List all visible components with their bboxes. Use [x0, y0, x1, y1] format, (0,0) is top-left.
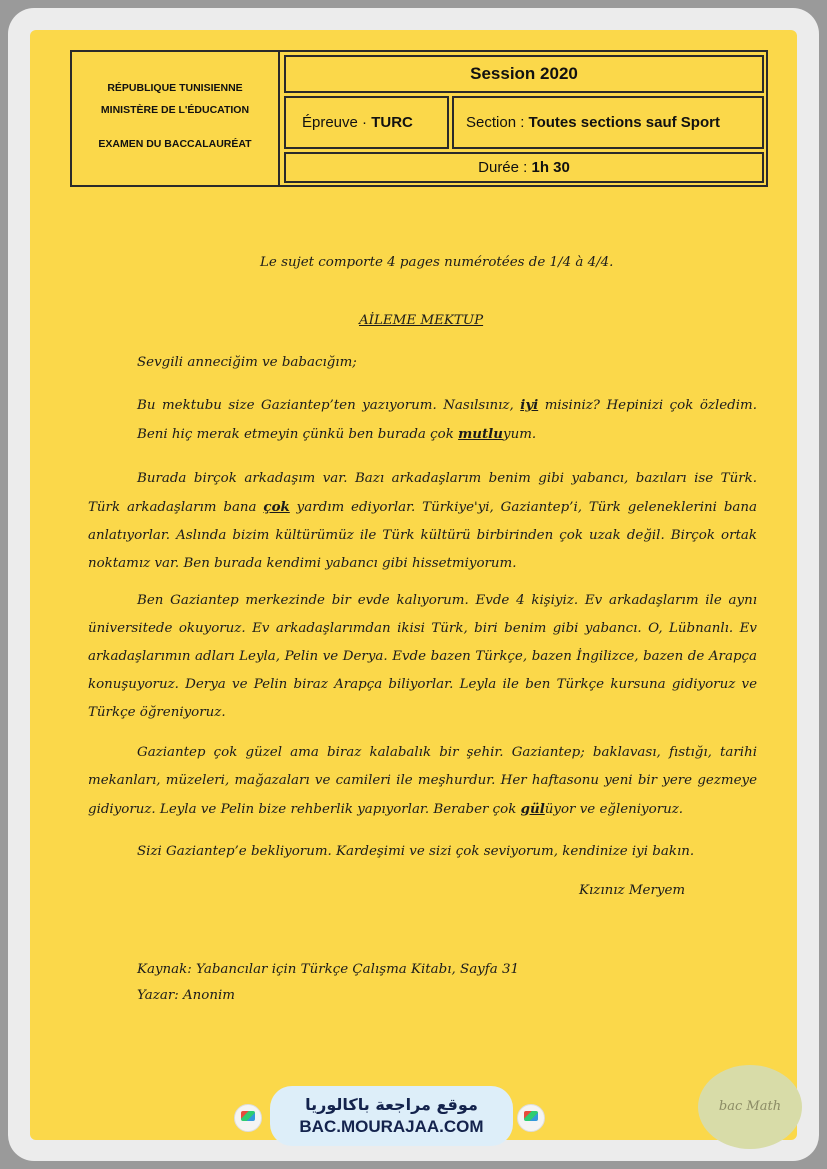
site-logo-icon — [234, 1104, 262, 1132]
signature: Kızınız Meryem — [579, 883, 686, 898]
paragraph-3: Ben Gaziantep merkezinde bir evde kalıyorum. Evde 4 kişiyiz. Ev arkadaşlarım ile aynı üniversitede okuyoruz. Ev arkadaşlarımdan ikisi Türk, biri benim gibi yabancı. O, Lübnanlı. Ev arkadaşlarımın adları Leyla, Pelin ve Derya. Evde bazen Türkçe, bazen İngilizce, bazen de Arapça konuşuyoruz. Derya ve Pelin biraz Arapça biliyorlar. Leyla ile ben Türkçe kursuna gidiyoruz ve Türkçe öğreniyoruz. — [88, 593, 757, 720]
greeting: Sevgili anneciğim ve babacığım; — [137, 355, 357, 370]
paragraph-2 — [88, 465, 757, 578]
epreuve-value: TURC — [371, 114, 413, 131]
page-count-note: Le sujet comporte 4 pages numérotées de 1/4 à 4/4. — [260, 255, 614, 270]
examen-label: EXAMEN DU BACCALAURÉAT — [98, 138, 252, 150]
p4-word-gul: gül — [520, 801, 545, 817]
p4-text-a: Gaziantep çok güzel ama biraz kalabalık bir şehir. Gaziantep; baklavası, fıstığı, tarihi mekanları, müzeleri, mağazaları ve camileri ile meşhurdur. Her haftasonu yeni bir yere gezmeye gidiyoruz. Leyla ve Pelin bize rehberlik yapıyorlar. Beraber çok — [88, 745, 757, 817]
bac-math-badge: bac Math — [698, 1065, 802, 1149]
source-line: Kaynak: Yabancılar için Türkçe Çalışma Kitabı, Sayfa 31 — [137, 962, 519, 977]
paragraph-5: Sizi Gaziantep’e bekliyorum. Kardeşimi ve sizi çok seviyorum, kendinize iyi bakın. — [137, 844, 695, 859]
site-banner[interactable] — [270, 1086, 513, 1146]
ministere-label: MINISTÈRE DE L'ÉDUCATION — [100, 104, 250, 116]
p2-word-cok: çok — [263, 499, 290, 515]
site-url[interactable]: BAC.MOURAJAA.COM — [299, 1117, 484, 1136]
section-label: Section : — [466, 114, 529, 131]
session-title: Session 2020 — [284, 55, 764, 93]
epreuve-label: Épreuve · — [302, 114, 372, 131]
section-cell — [452, 96, 764, 149]
site-arabic-name: موقع مراجعة باكالوريا — [305, 1095, 478, 1114]
paragraph-1 — [137, 391, 757, 449]
p1-text-b: misiniz? Hepinizi çok özledim. Beni hiç merak etmeyin çünkü ben burada çok — [137, 398, 757, 442]
section-value: Toutes sections sauf Sport — [528, 114, 720, 131]
epreuve-cell — [284, 96, 449, 149]
duree-cell — [284, 152, 764, 183]
p4-text-b: üyor ve eğleniyoruz. — [544, 802, 684, 817]
site-logo-icon-right — [517, 1104, 545, 1132]
p2-text-b: yardım ediyorlar. Türkiye'yi, Gaziantep’i, Türk geleneklerini bana anlatıyorlar. Aslında bizim kültürümüz ile Türk kültürü birbirinden çok uzak değil. Birçok ortak noktamız var. Ben burada kendimi yabancı gibi hissetmiyorum. — [88, 500, 757, 571]
duree-label: Durée : — [478, 159, 532, 176]
paragraph-4 — [88, 739, 757, 824]
exam-header — [70, 50, 768, 187]
p1-text-a: Bu mektubu size Gaziantep’ten yazıyorum. Nasılsınız, — [137, 398, 521, 413]
author-line: Yazar: Anonim — [137, 988, 235, 1003]
p1-text-c: yum. — [503, 427, 537, 442]
institution-block — [72, 52, 280, 185]
duree-value: 1h 30 — [531, 159, 570, 176]
p1-word-mutlu: mutlu — [458, 426, 503, 442]
p2-text-a: Burada birçok arkadaşım var. Bazı arkadaşlarım benim gibi yabancı, bazıları ise Türk. Türk arkadaşlarım bana — [88, 471, 757, 515]
letter-title: AİLEME MEKTUP — [359, 313, 484, 328]
republique-label: RÉPUBLIQUE TUNISIENNE — [107, 82, 243, 94]
p1-word-iyi: iyi — [520, 397, 539, 413]
